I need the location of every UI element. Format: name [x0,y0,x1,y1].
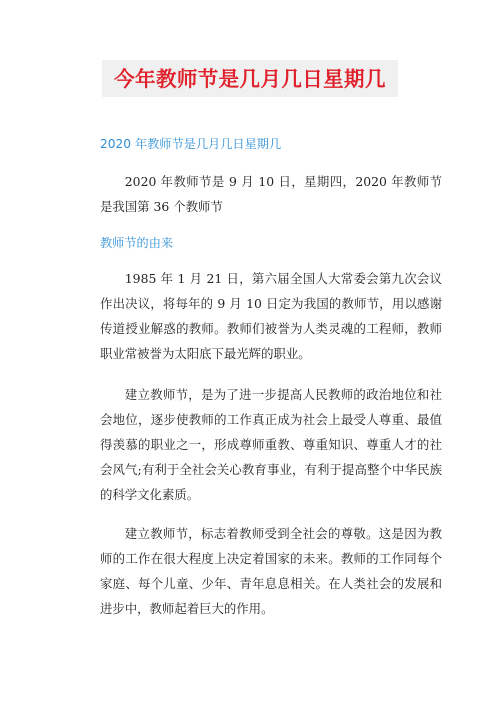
title-container [0,60,500,97]
paragraph-date-answer: 2020 年教师节是 9 月 10 日，星期四，2020 年教师节是我国第 36 个教师节 [100,174,442,214]
paragraph-origin-3: 建立教师节，标志着教师受到全社会的尊敬。这是因为教师的工作在很大程度上决定着国家的未来。教师的工作同每个家庭、每个儿童、少年、青年息息相关。在人类社会的发展和进步中，教师起着巨大的作用。 [100,526,442,616]
paragraph-origin-1: 1985 年 1 月 21 日，第六届全国人大常委会第九次会议作出决议，将每年的 9 月 10 日定为我国的教师节，用以感谢传道授业解惑的教师。教师们被誉为人类灵魂的工程师，教师职业常被誉为太阳底下最光辉的职业。 [100,271,442,361]
section-heading-origin: 教师节的由来 [100,236,174,250]
section-heading-date: 2020 年教师节是几月几日星期几 [100,137,282,151]
paragraph-origin-2: 建立教师节，是为了进一步提高人民教师的政治地位和社会地位，逐步使教师的工作真正成为社会上最受人尊重、最值得羡慕的职业之一，形成尊师重教、尊重知识、尊重人才的社会风气;有利于全社会关心教育事业，有利于提高整个中华民族的科学文化素质。 [100,387,442,502]
page-title: 今年教师节是几月几日星期几 [102,60,398,97]
